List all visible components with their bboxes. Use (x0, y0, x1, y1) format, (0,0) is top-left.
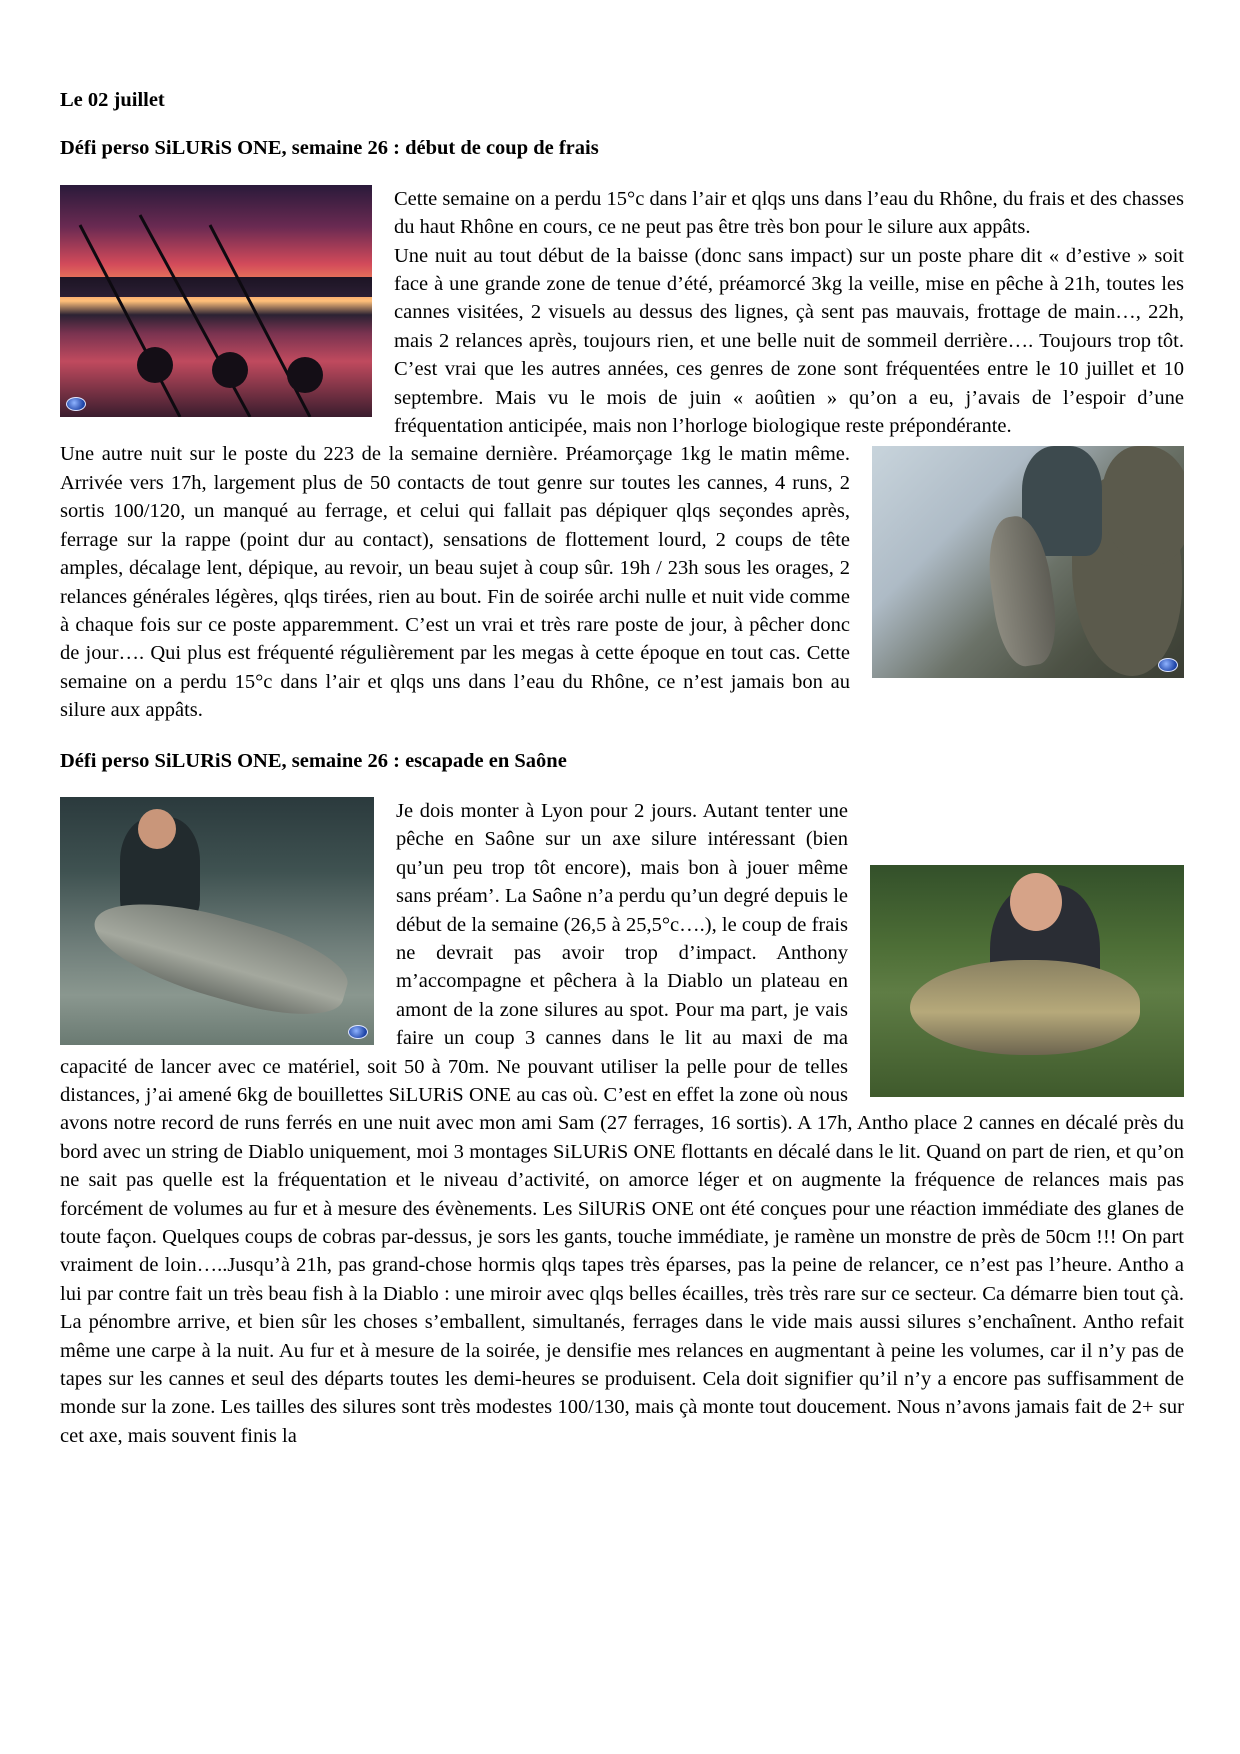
section1-paragraph-1: Cette semaine on a perdu 15°c dans l’air et qlqs uns dans l’eau du Rhône, du frais et des chasses du haut Rhône en cours, ce ne peut pas être très bon pour le silure aux appâts. (394, 187, 1184, 239)
document-page (60, 86, 1184, 1450)
catfish-figure (84, 883, 356, 1032)
angler-head (138, 809, 176, 849)
fishing-rods-silhouette (60, 185, 372, 417)
section1-paragraph-3: Une autre nuit sur le poste du 223 de la semaine dernière. Préamorçage 1kg le matin même. Arrivée vers 17h, largement plus de 50 contacts de tout genre sur toutes les cannes, 4 runs, 2 sortis 100/120, un manqué au ferrage, et celui qui fallait pas dépiquer qlqs seçondes après, ferrage sur la rappe (point dur au contact), sensations de flottement lourd, 2 coups de tête amples, décalage lent, dépique, au revoir, un beau sujet à coup sûr. 19h / 23h sous les orages, 2 relances générales légères, qlqs tirées, rien au bout. Fin de soirée archi nulle et nuit vide comme à chaque fois sur ce poste apparemment. C’est un vrai et très rare poste de jour, à pêcher donc de jour…. Qui plus est fréquenté régulièrement par les megas à cette époque en tout cas. Cette semaine on a perdu 15°c dans l’air et qlqs uns dans l’eau du Rhône, ce n’est jamais bon au silure aux appâts. (60, 443, 850, 722)
section1-paragraph-2: Une nuit au tout début de la baisse (donc sans impact) sur un poste phare dit « d’estive » soit face à une grande zone de tenue d’été, préamorcé 3kg la veille, mise en pêche à 21h, toutes les cannes visitées, 2 visuels au dessus des lignes, çà sent pas mauvais, frottage de main…, 22h, mais 2 relances après, toujours rien, et une belle nuit de sommeil derrière…. Toujours trop tôt. C’est vrai que les autres années, ces genres de zone sont fréquentées entre le 10 juillet et 10 septembre. Mais vu le mois de juin « aoûtien » qu’on a eu, j’avais de l’espoir d’une fréquentation anticipée, mais non l’horloge biologique reste prépondérante. (394, 244, 1184, 438)
section2-paragraph-1: Je dois monter à Lyon pour 2 jours. Autant tenter une pêche en Saône sur un axe silure intéressant (bien qu’un peu trop tôt encore), mais bon à jouer même sans préam’. La Saône n’a perdu qu’un degré depuis le début de la semaine (26,5 à 25,5°c….), le coup de frais ne devrait pas avoir trop d’impact. Anthony m’accompagne et pêchera à la Diablo un plateau en amont de la zone silures au spot. Pour ma part, je vais faire un coup 3 cannes dans le lit au maxi de ma capacité de lancer avec ce matériel, soit 50 à 70m. Ne pouvant utiliser la pelle pour de telles distances, j’ai amené 6kg de bouillettes SiLURiS ONE au cas où. C’est en effet la zone où nous avons notre record de runs ferrés en une nuit avec mon ami Sam (27 ferrages, 16 sortis). A 17h, Antho place 2 cannes en décalé près du bord avec un string de Diablo uniquement, moi 3 montages SiLURiS ONE flottants en décalé dans le lit. Quand on part de rien, et qu’on ne sait pas quelle est la fréquentation et le niveau d’activité, on amorce léger et on augmente la fréquence de relances mais pas forcément de volumes au fur et à mesure des évènements. Les SilURiS ONE ont été conçues pour une réaction immédiate des glanes de toute façon. Quelques coups de cobras par-dessus, je sors les gants, touche immédiate, je ramène un monstre de près de 50cm !!! On part vraiment de loin…..Jusqu’à 21h, pas grand-chose hormis qlqs tapes très éparses, pas la peine de relancer, ce n’est pas l’heure. Antho a lui par contre fait un très beau fish à la Diablo : une miroir avec qlqs belles écailles, très très rare sur ce secteur. Ca démarre bien tout çà. La pénombre arrive, et bien sûr les choses s’emballent, simultanés, ferrages dans le vide mais aussi silures s’enchaînent. Antho refait même une carpe à la nuit. Au fur et à mesure de la soirée, je densifie mes relances en augmentant à peine les volumes, car il n’y pas de tapes sur les cannes et seul des départs toutes les demi-heures se produisent. Cela doit signifier qu’il n’y a encore pas suffisamment de monde sur la zone. Les tailles des silures sont très modestes 100/130, mais çà monte tout doucement. Nous n’avons jamais fait de 2+ sur cet axe, mais souvent finis la (60, 799, 1184, 1447)
watermark-logo-icon (348, 1025, 368, 1039)
catfish-on-rocks-photo (872, 446, 1184, 678)
watermark-logo-icon (66, 397, 86, 411)
sunset-rods-photo (60, 185, 372, 417)
carp-catch-photo (870, 865, 1184, 1097)
date-heading: Le 02 juillet (60, 89, 165, 111)
angler-in-river-photo (60, 797, 374, 1045)
section-title-1: Défi perso SiLURiS ONE, semaine 26 : début de coup de frais (60, 137, 599, 160)
section-title-2: Défi perso SiLURiS ONE, semaine 26 : escapade en Saône (60, 749, 567, 772)
watermark-logo-icon (1158, 658, 1178, 672)
angler-head (1010, 873, 1062, 931)
carp-figure (910, 960, 1140, 1055)
